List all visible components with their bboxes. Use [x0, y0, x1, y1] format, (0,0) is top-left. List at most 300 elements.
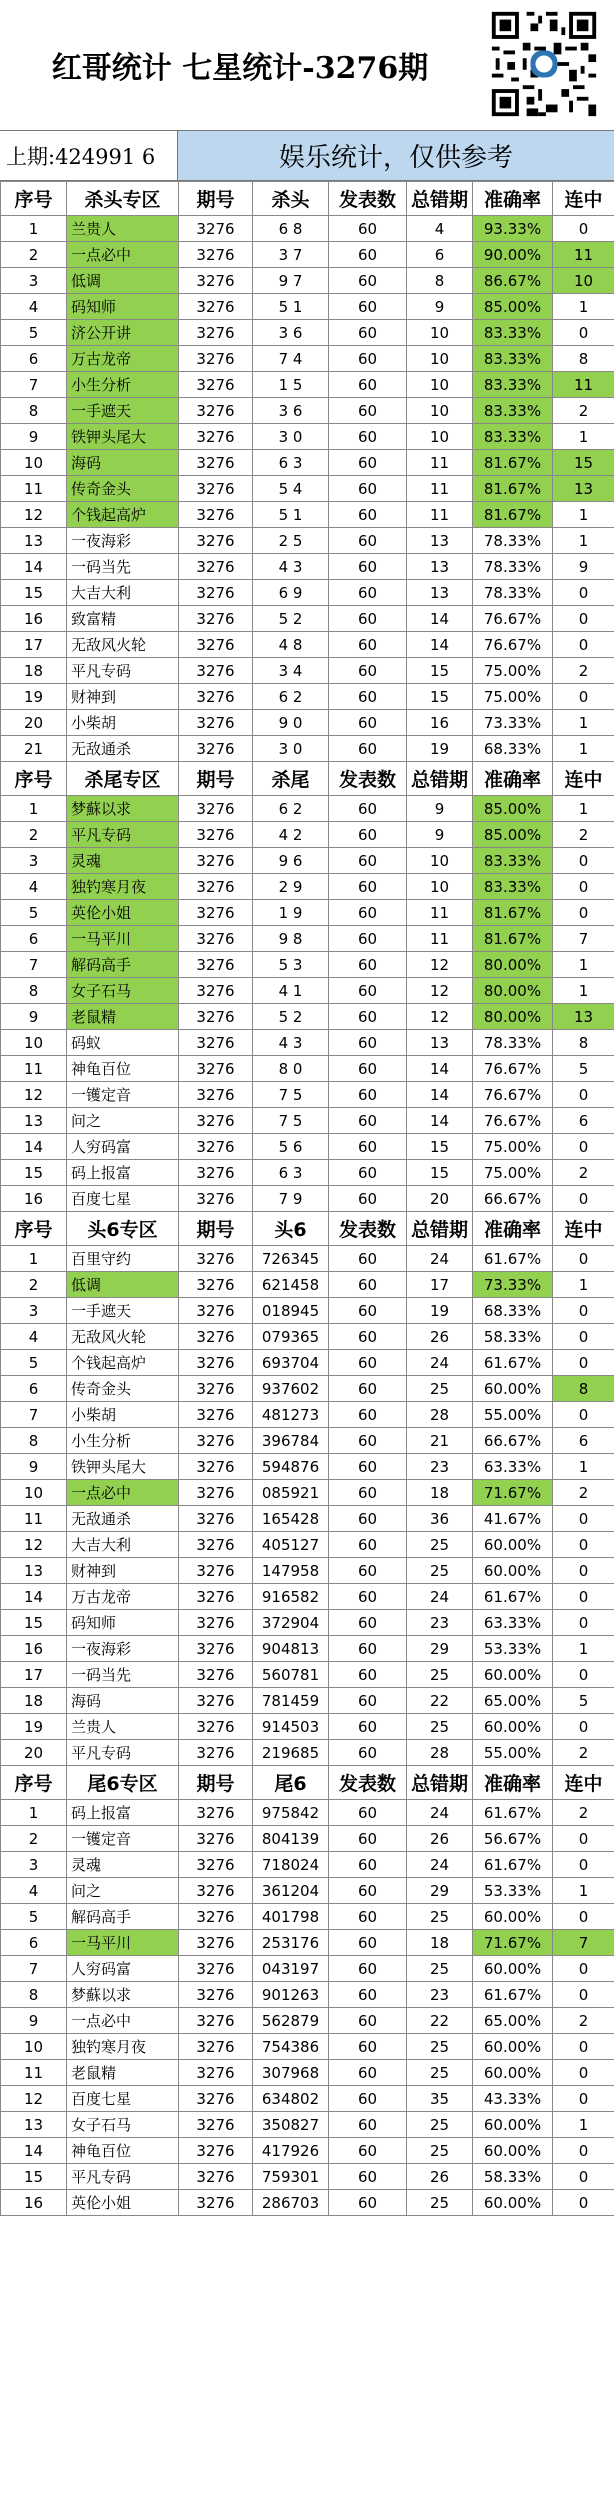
cell-name: 一镬定音 — [67, 1826, 179, 1852]
cell-misses: 14 — [407, 1082, 473, 1108]
cell-accuracy: 80.00% — [473, 978, 553, 1004]
cell-number: 781459 — [253, 1688, 329, 1714]
table-row — [1, 1584, 614, 1610]
cell-misses: 8 — [407, 268, 473, 294]
cell-name: 小柴胡 — [67, 710, 179, 736]
table-row — [1, 320, 614, 346]
cell-posts: 60 — [329, 2060, 407, 2086]
cell-number: 634802 — [253, 2086, 329, 2112]
cell-rank: 14 — [1, 1134, 67, 1160]
cell-streak: 0 — [553, 1956, 614, 1982]
cell-rank: 16 — [1, 606, 67, 632]
cell-period: 3276 — [179, 1532, 253, 1558]
cell-streak: 0 — [553, 2190, 614, 2216]
cell-posts: 60 — [329, 2112, 407, 2138]
cell-name: 英伦小姐 — [67, 2190, 179, 2216]
cell-posts: 60 — [329, 580, 407, 606]
cell-period: 3276 — [179, 952, 253, 978]
cell-period: 3276 — [179, 268, 253, 294]
table-row — [1, 848, 614, 874]
table-row — [1, 736, 614, 762]
cell-name: 海码 — [67, 450, 179, 476]
table-row — [1, 528, 614, 554]
cell-number: 4 8 — [253, 632, 329, 658]
column-header-streak: 连中 — [553, 762, 614, 796]
cell-period: 3276 — [179, 1688, 253, 1714]
cell-period: 3276 — [179, 1108, 253, 1134]
cell-number: 5 1 — [253, 502, 329, 528]
cell-name: 一马平川 — [67, 926, 179, 952]
column-header-posts: 发表数 — [329, 1212, 407, 1246]
cell-name: 百度七星 — [67, 2086, 179, 2112]
cell-name: 一手遮天 — [67, 398, 179, 424]
column-header-number: 杀尾 — [253, 762, 329, 796]
cell-misses: 11 — [407, 900, 473, 926]
cell-misses: 26 — [407, 1324, 473, 1350]
cell-name: 独钓寒月夜 — [67, 874, 179, 900]
column-header-period: 期号 — [179, 1766, 253, 1800]
table-row — [1, 580, 614, 606]
cell-streak: 9 — [553, 554, 614, 580]
cell-posts: 60 — [329, 1558, 407, 1584]
cell-accuracy: 86.67% — [473, 268, 553, 294]
qr-code-icon — [488, 8, 600, 120]
table-row — [1, 796, 614, 822]
cell-posts: 60 — [329, 268, 407, 294]
cell-name: 问之 — [67, 1878, 179, 1904]
table-row — [1, 2008, 614, 2034]
cell-misses: 25 — [407, 1956, 473, 1982]
cell-misses: 25 — [407, 1558, 473, 1584]
cell-accuracy: 61.67% — [473, 1800, 553, 1826]
cell-posts: 60 — [329, 848, 407, 874]
cell-streak: 7 — [553, 1930, 614, 1956]
cell-accuracy: 68.33% — [473, 736, 553, 762]
cell-accuracy: 73.33% — [473, 1272, 553, 1298]
cell-name: 灵魂 — [67, 1852, 179, 1878]
cell-rank: 14 — [1, 554, 67, 580]
cell-posts: 60 — [329, 874, 407, 900]
cell-streak: 13 — [553, 476, 614, 502]
cell-rank: 13 — [1, 1108, 67, 1134]
cell-posts: 60 — [329, 1160, 407, 1186]
table-row — [1, 2112, 614, 2138]
cell-rank: 1 — [1, 1246, 67, 1272]
table-row — [1, 1956, 614, 1982]
cell-streak: 6 — [553, 1108, 614, 1134]
cell-period: 3276 — [179, 554, 253, 580]
cell-rank: 2 — [1, 1272, 67, 1298]
cell-number: 726345 — [253, 1246, 329, 1272]
cell-name: 神龟百位 — [67, 2138, 179, 2164]
cell-misses: 25 — [407, 2190, 473, 2216]
cell-name: 人穷码富 — [67, 1134, 179, 1160]
cell-rank: 13 — [1, 2112, 67, 2138]
column-header-misses: 总错期 — [407, 1212, 473, 1246]
cell-rank: 9 — [1, 2008, 67, 2034]
cell-streak: 5 — [553, 1688, 614, 1714]
cell-period: 3276 — [179, 1160, 253, 1186]
cell-streak: 2 — [553, 658, 614, 684]
cell-period: 3276 — [179, 2190, 253, 2216]
table-row — [1, 1852, 614, 1878]
cell-misses: 12 — [407, 978, 473, 1004]
cell-misses: 13 — [407, 1030, 473, 1056]
cell-streak: 2 — [553, 1160, 614, 1186]
cell-name: 码上报富 — [67, 1800, 179, 1826]
cell-period: 3276 — [179, 2034, 253, 2060]
cell-rank: 12 — [1, 1082, 67, 1108]
cell-accuracy: 61.67% — [473, 1584, 553, 1610]
table-row — [1, 978, 614, 1004]
cell-number: 937602 — [253, 1376, 329, 1402]
cell-accuracy: 76.67% — [473, 632, 553, 658]
cell-accuracy: 75.00% — [473, 1160, 553, 1186]
cell-posts: 60 — [329, 372, 407, 398]
cell-accuracy: 75.00% — [473, 658, 553, 684]
cell-posts: 60 — [329, 242, 407, 268]
cell-number: 6 2 — [253, 796, 329, 822]
cell-name: 海码 — [67, 1688, 179, 1714]
cell-period: 3276 — [179, 1004, 253, 1030]
cell-rank: 19 — [1, 684, 67, 710]
cell-name: 一镬定音 — [67, 1082, 179, 1108]
cell-rank: 14 — [1, 2138, 67, 2164]
cell-accuracy: 68.33% — [473, 1298, 553, 1324]
table-row — [1, 1246, 614, 1272]
cell-name: 平凡专码 — [67, 1740, 179, 1766]
cell-accuracy: 81.67% — [473, 450, 553, 476]
cell-streak: 0 — [553, 2138, 614, 2164]
cell-rank: 17 — [1, 632, 67, 658]
cell-name: 英伦小姐 — [67, 900, 179, 926]
cell-number: 7 9 — [253, 1186, 329, 1212]
cell-number: 6 2 — [253, 684, 329, 710]
cell-streak: 0 — [553, 1082, 614, 1108]
cell-misses: 14 — [407, 632, 473, 658]
cell-rank: 2 — [1, 1826, 67, 1852]
cell-number: 405127 — [253, 1532, 329, 1558]
cell-name: 码知师 — [67, 1610, 179, 1636]
cell-streak: 0 — [553, 1714, 614, 1740]
cell-misses: 25 — [407, 1904, 473, 1930]
cell-posts: 60 — [329, 736, 407, 762]
cell-number: 5 6 — [253, 1134, 329, 1160]
column-header-posts: 发表数 — [329, 182, 407, 216]
table-row — [1, 1376, 614, 1402]
cell-misses: 23 — [407, 1982, 473, 2008]
cell-accuracy: 55.00% — [473, 1740, 553, 1766]
table-row — [1, 424, 614, 450]
cell-posts: 60 — [329, 1532, 407, 1558]
cell-posts: 60 — [329, 424, 407, 450]
info-bar — [0, 131, 614, 181]
cell-posts: 60 — [329, 632, 407, 658]
cell-number: 417926 — [253, 2138, 329, 2164]
cell-posts: 60 — [329, 2138, 407, 2164]
column-header-name: 杀头专区 — [67, 182, 179, 216]
cell-accuracy: 65.00% — [473, 2008, 553, 2034]
table-row — [1, 1454, 614, 1480]
cell-posts: 60 — [329, 606, 407, 632]
cell-rank: 11 — [1, 1056, 67, 1082]
cell-posts: 60 — [329, 1956, 407, 1982]
cell-number: 901263 — [253, 1982, 329, 2008]
cell-streak: 8 — [553, 1376, 614, 1402]
cell-accuracy: 60.00% — [473, 1532, 553, 1558]
table-row — [1, 2034, 614, 2060]
cell-misses: 20 — [407, 1186, 473, 1212]
cell-period: 3276 — [179, 1324, 253, 1350]
column-header-streak: 连中 — [553, 182, 614, 216]
cell-misses: 23 — [407, 1454, 473, 1480]
cell-accuracy: 63.33% — [473, 1610, 553, 1636]
cell-name: 灵魂 — [67, 848, 179, 874]
cell-period: 3276 — [179, 736, 253, 762]
cell-misses: 22 — [407, 2008, 473, 2034]
column-header-name: 尾6专区 — [67, 1766, 179, 1800]
cell-rank: 7 — [1, 952, 67, 978]
cell-streak: 1 — [553, 978, 614, 1004]
cell-streak: 2 — [553, 1740, 614, 1766]
section-header — [1, 762, 614, 796]
cell-streak: 0 — [553, 1506, 614, 1532]
cell-accuracy: 53.33% — [473, 1636, 553, 1662]
cell-misses: 23 — [407, 1610, 473, 1636]
cell-misses: 9 — [407, 294, 473, 320]
cell-accuracy: 78.33% — [473, 528, 553, 554]
cell-streak: 0 — [553, 900, 614, 926]
cell-accuracy: 83.33% — [473, 346, 553, 372]
cell-streak: 0 — [553, 2164, 614, 2190]
cell-posts: 60 — [329, 346, 407, 372]
table-row — [1, 1800, 614, 1826]
table-row — [1, 294, 614, 320]
cell-number: 718024 — [253, 1852, 329, 1878]
cell-name: 一夜海彩 — [67, 1636, 179, 1662]
cell-misses: 13 — [407, 580, 473, 606]
column-header-name: 杀尾专区 — [67, 762, 179, 796]
cell-misses: 17 — [407, 1272, 473, 1298]
cell-accuracy: 60.00% — [473, 2112, 553, 2138]
cell-posts: 60 — [329, 978, 407, 1004]
cell-number: 307968 — [253, 2060, 329, 2086]
table-row — [1, 1134, 614, 1160]
cell-number: 4 3 — [253, 554, 329, 580]
table-row — [1, 1610, 614, 1636]
cell-name: 码知师 — [67, 294, 179, 320]
cell-posts: 60 — [329, 1350, 407, 1376]
cell-period: 3276 — [179, 2112, 253, 2138]
cell-name: 梦蘇以求 — [67, 796, 179, 822]
cell-streak: 0 — [553, 1134, 614, 1160]
cell-posts: 60 — [329, 450, 407, 476]
cell-rank: 15 — [1, 1610, 67, 1636]
cell-posts: 60 — [329, 952, 407, 978]
cell-period: 3276 — [179, 606, 253, 632]
stats-table — [0, 181, 614, 2216]
table-row — [1, 1558, 614, 1584]
table-row — [1, 1662, 614, 1688]
cell-rank: 18 — [1, 1688, 67, 1714]
table-row — [1, 2138, 614, 2164]
cell-streak: 0 — [553, 1186, 614, 1212]
cell-streak: 0 — [553, 848, 614, 874]
cell-number: 5 3 — [253, 952, 329, 978]
table-row — [1, 1160, 614, 1186]
cell-misses: 24 — [407, 1350, 473, 1376]
cell-rank: 11 — [1, 476, 67, 502]
cell-misses: 15 — [407, 1160, 473, 1186]
cell-period: 3276 — [179, 242, 253, 268]
cell-streak: 0 — [553, 632, 614, 658]
cell-number: 3 4 — [253, 658, 329, 684]
cell-accuracy: 93.33% — [473, 216, 553, 242]
cell-accuracy: 65.00% — [473, 1688, 553, 1714]
cell-streak: 1 — [553, 294, 614, 320]
cell-period: 3276 — [179, 1298, 253, 1324]
cell-posts: 60 — [329, 1056, 407, 1082]
cell-accuracy: 60.00% — [473, 1558, 553, 1584]
column-header-period: 期号 — [179, 762, 253, 796]
cell-name: 传奇金头 — [67, 476, 179, 502]
cell-period: 3276 — [179, 1480, 253, 1506]
page-title: 红哥统计 七星统计-3276期 — [51, 51, 429, 86]
cell-name: 兰贵人 — [67, 1714, 179, 1740]
cell-rank: 10 — [1, 450, 67, 476]
cell-rank: 11 — [1, 1506, 67, 1532]
cell-period: 3276 — [179, 424, 253, 450]
last-period-label: 上期:424991 6 — [0, 131, 178, 180]
cell-number: 5 4 — [253, 476, 329, 502]
cell-streak: 5 — [553, 1056, 614, 1082]
cell-streak: 0 — [553, 1298, 614, 1324]
table-row — [1, 1272, 614, 1298]
cell-accuracy: 78.33% — [473, 554, 553, 580]
cell-period: 3276 — [179, 1558, 253, 1584]
cell-posts: 60 — [329, 710, 407, 736]
column-header-posts: 发表数 — [329, 1766, 407, 1800]
cell-period: 3276 — [179, 1956, 253, 1982]
cell-streak: 11 — [553, 242, 614, 268]
cell-streak: 6 — [553, 1428, 614, 1454]
cell-misses: 10 — [407, 372, 473, 398]
column-header-rank: 序号 — [1, 1766, 67, 1800]
cell-name: 梦蘇以求 — [67, 1982, 179, 2008]
table-row — [1, 216, 614, 242]
cell-streak: 0 — [553, 580, 614, 606]
cell-posts: 60 — [329, 2008, 407, 2034]
cell-misses: 25 — [407, 1376, 473, 1402]
cell-misses: 22 — [407, 1688, 473, 1714]
cell-name: 老鼠精 — [67, 1004, 179, 1030]
cell-streak: 0 — [553, 1558, 614, 1584]
cell-posts: 60 — [329, 1878, 407, 1904]
cell-accuracy: 81.67% — [473, 502, 553, 528]
cell-rank: 1 — [1, 796, 67, 822]
cell-rank: 8 — [1, 398, 67, 424]
cell-name: 致富精 — [67, 606, 179, 632]
cell-streak: 1 — [553, 1878, 614, 1904]
cell-misses: 13 — [407, 528, 473, 554]
table-row — [1, 1878, 614, 1904]
cell-posts: 60 — [329, 1904, 407, 1930]
cell-name: 平凡专码 — [67, 658, 179, 684]
cell-accuracy: 76.67% — [473, 606, 553, 632]
cell-number: 3 7 — [253, 242, 329, 268]
cell-rank: 12 — [1, 2086, 67, 2112]
cell-rank: 12 — [1, 502, 67, 528]
cell-period: 3276 — [179, 900, 253, 926]
cell-name: 老鼠精 — [67, 2060, 179, 2086]
table-row — [1, 1350, 614, 1376]
cell-streak: 0 — [553, 2034, 614, 2060]
cell-posts: 60 — [329, 320, 407, 346]
table-row — [1, 710, 614, 736]
cell-rank: 14 — [1, 1584, 67, 1610]
cell-misses: 28 — [407, 1740, 473, 1766]
cell-misses: 26 — [407, 1826, 473, 1852]
cell-period: 3276 — [179, 2138, 253, 2164]
cell-number: 594876 — [253, 1454, 329, 1480]
cell-period: 3276 — [179, 320, 253, 346]
cell-number: 043197 — [253, 1956, 329, 1982]
cell-name: 小生分析 — [67, 372, 179, 398]
cell-posts: 60 — [329, 1714, 407, 1740]
cell-number: 6 3 — [253, 1160, 329, 1186]
cell-name: 万古龙帝 — [67, 346, 179, 372]
cell-streak: 2 — [553, 1800, 614, 1826]
cell-posts: 60 — [329, 684, 407, 710]
cell-name: 个钱起高炉 — [67, 1350, 179, 1376]
cell-streak: 1 — [553, 424, 614, 450]
cell-streak: 0 — [553, 2060, 614, 2086]
cell-misses: 25 — [407, 1714, 473, 1740]
cell-name: 平凡专码 — [67, 2164, 179, 2190]
cell-period: 3276 — [179, 1878, 253, 1904]
cell-period: 3276 — [179, 372, 253, 398]
cell-streak: 0 — [553, 1324, 614, 1350]
cell-period: 3276 — [179, 684, 253, 710]
cell-number: 401798 — [253, 1904, 329, 1930]
cell-accuracy: 61.67% — [473, 1852, 553, 1878]
cell-period: 3276 — [179, 580, 253, 606]
cell-accuracy: 90.00% — [473, 242, 553, 268]
cell-accuracy: 60.00% — [473, 2138, 553, 2164]
cell-streak: 0 — [553, 1610, 614, 1636]
cell-streak: 1 — [553, 710, 614, 736]
cell-streak: 0 — [553, 1662, 614, 1688]
cell-accuracy: 83.33% — [473, 398, 553, 424]
cell-posts: 60 — [329, 1030, 407, 1056]
cell-posts: 60 — [329, 1298, 407, 1324]
cell-period: 3276 — [179, 926, 253, 952]
cell-misses: 13 — [407, 554, 473, 580]
cell-streak: 8 — [553, 346, 614, 372]
table-row — [1, 658, 614, 684]
table-row — [1, 1030, 614, 1056]
cell-misses: 6 — [407, 242, 473, 268]
cell-number: 018945 — [253, 1298, 329, 1324]
cell-rank: 4 — [1, 874, 67, 900]
cell-period: 3276 — [179, 1904, 253, 1930]
cell-period: 3276 — [179, 1272, 253, 1298]
cell-streak: 0 — [553, 320, 614, 346]
cell-number: 4 1 — [253, 978, 329, 1004]
cell-accuracy: 61.67% — [473, 1246, 553, 1272]
cell-streak: 11 — [553, 372, 614, 398]
cell-accuracy: 60.00% — [473, 1956, 553, 1982]
